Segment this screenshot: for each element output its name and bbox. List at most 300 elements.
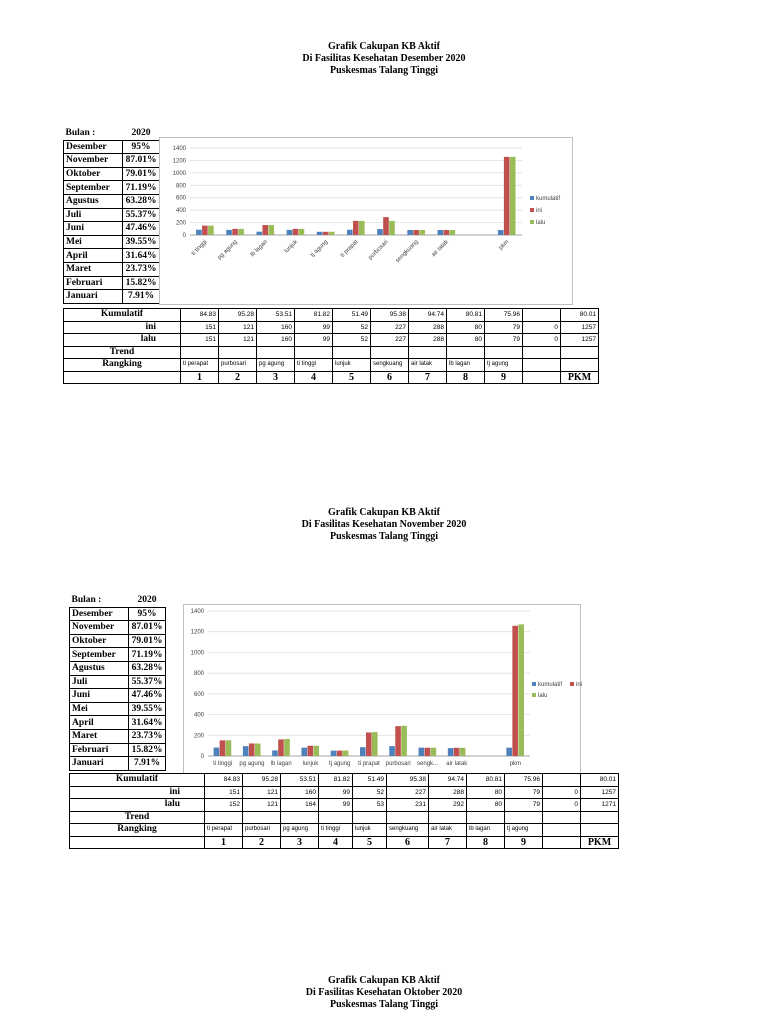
- legend-label: kumulatif: [538, 682, 563, 688]
- month-header-label: Bulan :: [65, 128, 96, 139]
- value-cell: 160: [257, 334, 295, 347]
- month-row: [64, 181, 160, 195]
- legend-swatch: [532, 682, 536, 686]
- place-cell: ti tinggi: [319, 824, 353, 837]
- value-cell: 80: [447, 321, 485, 334]
- bar-lalu: [389, 221, 395, 235]
- legend-swatch: [530, 220, 534, 224]
- bar-kumulatif: [331, 751, 337, 756]
- value-cell: 75.96: [485, 309, 523, 322]
- row-label: [64, 371, 181, 384]
- data-table: [69, 773, 619, 849]
- rank-cell: [523, 371, 561, 384]
- bar-lalu: [510, 157, 516, 235]
- value-cell: [205, 811, 243, 824]
- section-3-title: [0, 975, 768, 1011]
- month-row: [64, 154, 160, 168]
- section-1-title: [0, 41, 768, 77]
- month-name: Mei: [64, 235, 123, 249]
- bar-lalu: [343, 751, 349, 756]
- month-name: Juni: [64, 222, 123, 236]
- value-cell: 151: [205, 786, 243, 799]
- value-cell: [281, 811, 319, 824]
- bar-lalu: [238, 229, 244, 235]
- bar-lalu: [268, 225, 274, 235]
- month-row: [70, 757, 166, 771]
- legend-label: ini: [576, 682, 583, 688]
- place-cell: lunjuk: [353, 824, 387, 837]
- value-cell: 52: [333, 334, 371, 347]
- month-value: 63.28%: [123, 194, 160, 208]
- value-cell: [243, 811, 281, 824]
- y-tick-label: 1000: [172, 170, 186, 177]
- y-tick-label: 200: [193, 733, 204, 740]
- chart-svg: [160, 138, 572, 304]
- bar-lalu: [450, 230, 456, 235]
- bar-ini: [512, 626, 518, 756]
- row-label: ini: [70, 786, 205, 799]
- month-value: 55.37%: [129, 675, 166, 689]
- month-name: Februari: [64, 276, 123, 290]
- bar-kumulatif: [301, 748, 307, 756]
- value-cell: [485, 346, 523, 359]
- x-tick-label: tj agung: [309, 239, 330, 259]
- rank-cell: PKM: [581, 836, 619, 849]
- bar-ini: [353, 221, 359, 235]
- place-cell: lunjuk: [333, 359, 371, 372]
- value-cell: [409, 346, 447, 359]
- month-name: November: [70, 621, 129, 635]
- place-cell: tj agung: [505, 824, 543, 837]
- month-value: 71.19%: [123, 181, 160, 195]
- rank-cell: 8: [447, 371, 485, 384]
- month-header-year: 2020: [137, 595, 157, 606]
- rank-cell: 1: [181, 371, 219, 384]
- legend-label: kumulatif: [536, 196, 561, 202]
- month-name: April: [70, 716, 129, 730]
- month-row: [70, 621, 166, 635]
- place-cell: sengkuang: [387, 824, 429, 837]
- value-cell: 95.28: [219, 309, 257, 322]
- bar-lalu: [208, 226, 214, 235]
- month-row: [64, 235, 160, 249]
- place-cell: ti perapat: [181, 359, 219, 372]
- bar-kumulatif: [377, 229, 383, 235]
- month-row: [70, 689, 166, 703]
- month-name: Maret: [70, 729, 129, 743]
- month-name: Mei: [70, 702, 129, 716]
- month-value: 7.91%: [123, 290, 160, 304]
- legend-label: lalu: [538, 693, 548, 699]
- legend-swatch: [532, 693, 536, 697]
- title-line-1: Grafik Cakupan KB Aktif: [328, 507, 440, 518]
- x-tick-label: lb lagan: [249, 239, 269, 259]
- x-tick-label: purbosari: [367, 239, 390, 262]
- legend-swatch: [530, 196, 534, 200]
- value-cell: 80: [467, 799, 505, 812]
- x-tick-label: purbosari: [385, 761, 411, 767]
- month-name: Juli: [70, 675, 129, 689]
- value-cell: 164: [281, 799, 319, 812]
- month-name: Maret: [64, 262, 123, 276]
- month-header-year: 2020: [131, 128, 151, 139]
- month-name: September: [64, 181, 123, 195]
- x-tick-label: air latak: [430, 239, 450, 259]
- month-row: [70, 743, 166, 757]
- bar-kumulatif: [196, 230, 202, 235]
- value-cell: 1257: [561, 334, 599, 347]
- value-cell: [543, 774, 581, 787]
- y-tick-label: 1400: [172, 146, 186, 152]
- month-value: 7.91%: [129, 757, 166, 771]
- x-tick-label: lunjuk: [283, 239, 300, 255]
- bar-kumulatif: [506, 748, 512, 756]
- month-name: Januari: [70, 757, 129, 771]
- value-cell: 80.81: [467, 774, 505, 787]
- bar-ini: [249, 743, 255, 756]
- value-cell: 79: [505, 786, 543, 799]
- x-tick-label: sengk...: [417, 761, 439, 767]
- rank-cell: 4: [319, 836, 353, 849]
- bar-kumulatif: [360, 747, 366, 756]
- legend-label: ini: [536, 208, 543, 214]
- value-cell: 75.96: [505, 774, 543, 787]
- rank-cell: 6: [387, 836, 429, 849]
- month-value: 15.82%: [129, 743, 166, 757]
- value-cell: 1271: [581, 799, 619, 812]
- bar-lalu: [226, 740, 232, 756]
- x-tick-label: ti tinggi: [190, 239, 209, 257]
- rank-cell: 7: [429, 836, 467, 849]
- value-cell: 288: [409, 321, 447, 334]
- bar-ini: [323, 232, 329, 235]
- value-cell: 53.51: [257, 309, 295, 322]
- bar-kumulatif: [438, 230, 444, 235]
- value-cell: [295, 346, 333, 359]
- data-row-places: [70, 824, 619, 837]
- place-cell: air latak: [429, 824, 467, 837]
- value-cell: 79: [505, 799, 543, 812]
- value-cell: 121: [243, 786, 281, 799]
- value-cell: 51.49: [333, 309, 371, 322]
- place-cell: lb lagan: [447, 359, 485, 372]
- month-value: 87.01%: [123, 154, 160, 168]
- y-tick-label: 1200: [190, 629, 204, 636]
- bar-ini: [425, 748, 431, 756]
- x-tick-label: ti tinggi: [213, 761, 233, 767]
- value-cell: 79: [485, 334, 523, 347]
- bar-kumulatif: [407, 230, 413, 235]
- place-cell: tj agung: [485, 359, 523, 372]
- month-name: Desember: [70, 607, 129, 621]
- value-cell: 52: [353, 786, 387, 799]
- value-cell: 152: [205, 799, 243, 812]
- rank-cell: 9: [485, 371, 523, 384]
- month-value: 23.73%: [129, 729, 166, 743]
- row-label: Kumulatif: [70, 774, 205, 787]
- bar-kumulatif: [272, 750, 278, 756]
- y-tick-label: 600: [193, 691, 204, 698]
- bar-ini: [366, 732, 372, 756]
- bar-ini: [383, 217, 389, 235]
- value-cell: 79: [485, 321, 523, 334]
- x-tick-label: pkm: [498, 239, 511, 252]
- place-cell: purbosari: [243, 824, 281, 837]
- value-cell: 80: [447, 334, 485, 347]
- month-name: September: [70, 648, 129, 662]
- rank-cell: 1: [205, 836, 243, 849]
- rank-cell: 5: [353, 836, 387, 849]
- title-line-1: Grafik Cakupan KB Aktif: [328, 975, 440, 986]
- row-label: ini: [64, 321, 181, 334]
- month-row: [64, 222, 160, 236]
- row-label: [70, 836, 205, 849]
- title-line-3: Puskesmas Talang Tinggi: [329, 531, 438, 542]
- value-cell: [543, 811, 581, 824]
- value-cell: [561, 346, 599, 359]
- month-value: 79.01%: [123, 167, 160, 181]
- bar-ini: [262, 225, 268, 235]
- value-cell: 160: [257, 321, 295, 334]
- data-row-ranks: [64, 371, 599, 384]
- value-cell: 80.01: [561, 309, 599, 322]
- month-value: 55.37%: [123, 208, 160, 222]
- title-line-3: Puskesmas Talang Tinggi: [329, 999, 438, 1010]
- month-value: 39.55%: [129, 702, 166, 716]
- value-cell: 231: [387, 799, 429, 812]
- value-cell: 121: [243, 799, 281, 812]
- value-cell: 121: [219, 321, 257, 334]
- value-cell: [467, 811, 505, 824]
- bar-kumulatif: [214, 748, 220, 756]
- value-cell: [219, 346, 257, 359]
- bar-ini: [232, 229, 238, 235]
- y-tick-label: 600: [175, 195, 186, 202]
- month-name: Juli: [64, 208, 123, 222]
- month-row: [64, 276, 160, 290]
- row-label: Trend: [70, 811, 205, 824]
- value-cell: [387, 811, 429, 824]
- value-cell: [353, 811, 387, 824]
- value-cell: 1257: [581, 786, 619, 799]
- rank-cell: 8: [467, 836, 505, 849]
- value-cell: 95.38: [371, 309, 409, 322]
- value-cell: 53.51: [281, 774, 319, 787]
- value-cell: 0: [523, 334, 561, 347]
- data-row-kumulatif: [64, 309, 599, 322]
- title-line-1: Grafik Cakupan KB Aktif: [328, 41, 440, 52]
- bar-lalu: [518, 624, 524, 756]
- bar-lalu: [419, 230, 425, 235]
- value-cell: [371, 346, 409, 359]
- value-cell: [447, 346, 485, 359]
- x-tick-label: lb lagan: [270, 761, 292, 767]
- month-value: 39.55%: [123, 235, 160, 249]
- bar-lalu: [359, 221, 365, 235]
- month-name: Juni: [70, 689, 129, 703]
- y-tick-label: 0: [182, 233, 186, 239]
- value-cell: 99: [295, 321, 333, 334]
- bar-ini: [504, 157, 510, 235]
- legend-swatch: [530, 208, 534, 212]
- data-row-lalu: [70, 799, 619, 812]
- y-tick-label: 1200: [172, 158, 186, 165]
- value-cell: [257, 346, 295, 359]
- rank-cell: PKM: [561, 371, 599, 384]
- month-row: [64, 290, 160, 304]
- month-name: Januari: [64, 290, 123, 304]
- rank-cell: 7: [409, 371, 447, 384]
- value-cell: [523, 309, 561, 322]
- bar-kumulatif: [243, 746, 249, 756]
- place-cell: [543, 824, 581, 837]
- month-row: [70, 634, 166, 648]
- rank-cell: 2: [243, 836, 281, 849]
- y-tick-label: 800: [193, 671, 204, 678]
- y-tick-label: 1400: [190, 609, 204, 615]
- value-cell: 160: [281, 786, 319, 799]
- section-2-title: [0, 507, 768, 543]
- value-cell: [319, 811, 353, 824]
- bar-kumulatif: [419, 748, 425, 756]
- month-name: Agustus: [64, 194, 123, 208]
- value-cell: 292: [429, 799, 467, 812]
- data-row-trend: [70, 811, 619, 824]
- bar-ini: [413, 230, 419, 235]
- value-cell: 99: [319, 786, 353, 799]
- x-tick-label: pg agung: [239, 761, 265, 767]
- value-cell: 84.83: [205, 774, 243, 787]
- x-tick-label: pg agung: [216, 239, 239, 262]
- title-line-2: Di Fasilitas Kesehatan Desember 2020: [302, 53, 466, 64]
- value-cell: 227: [371, 321, 409, 334]
- value-cell: 288: [409, 334, 447, 347]
- bar-ini: [395, 726, 401, 756]
- value-cell: 51.49: [353, 774, 387, 787]
- rank-cell: 2: [219, 371, 257, 384]
- bar-ini: [444, 230, 450, 235]
- bar-lalu: [313, 746, 319, 756]
- bar-ini: [278, 739, 284, 756]
- x-tick-label: tj agung: [329, 761, 351, 767]
- value-cell: 227: [387, 786, 429, 799]
- bar-lalu: [431, 748, 437, 756]
- bar-kumulatif: [389, 746, 395, 756]
- month-name: Agustus: [70, 661, 129, 675]
- place-cell: pg agung: [257, 359, 295, 372]
- x-tick-label: pkm: [509, 761, 522, 767]
- month-row: [70, 607, 166, 621]
- y-tick-label: 400: [193, 712, 204, 719]
- rank-cell: 5: [333, 371, 371, 384]
- bar-ini: [202, 226, 208, 235]
- y-tick-label: 400: [175, 208, 186, 215]
- month-name: Oktober: [64, 167, 123, 181]
- place-cell: [581, 824, 619, 837]
- month-value: 95%: [129, 607, 166, 621]
- month-value: 31.64%: [129, 716, 166, 730]
- place-cell: ti tinggi: [295, 359, 333, 372]
- rank-cell: 9: [505, 836, 543, 849]
- value-cell: 0: [543, 799, 581, 812]
- month-value: 23.73%: [123, 262, 160, 276]
- bar-lalu: [460, 748, 466, 756]
- row-label: lalu: [70, 799, 205, 812]
- place-cell: air latak: [409, 359, 447, 372]
- place-cell: lb lagan: [467, 824, 505, 837]
- month-row: [64, 167, 160, 181]
- value-cell: 99: [295, 334, 333, 347]
- month-value: 63.28%: [129, 661, 166, 675]
- rank-cell: 3: [257, 371, 295, 384]
- place-cell: [523, 359, 561, 372]
- data-table: [63, 308, 599, 384]
- data-row-places: [64, 359, 599, 372]
- value-cell: 94.74: [409, 309, 447, 322]
- month-name: Oktober: [70, 634, 129, 648]
- month-row: [70, 675, 166, 689]
- bar-kumulatif: [317, 232, 323, 235]
- legend-swatch: [570, 682, 574, 686]
- bar-chart: [183, 604, 581, 774]
- month-row: [64, 140, 160, 154]
- data-row-trend: [64, 346, 599, 359]
- month-row: [70, 661, 166, 675]
- month-name: Desember: [64, 140, 123, 154]
- place-cell: ti perapat: [205, 824, 243, 837]
- place-cell: purbosari: [219, 359, 257, 372]
- value-cell: 0: [543, 786, 581, 799]
- row-label: Kumulatif: [64, 309, 181, 322]
- y-tick-label: 1000: [190, 650, 204, 657]
- rank-cell: [543, 836, 581, 849]
- x-tick-label: sengkuang: [394, 239, 420, 265]
- value-cell: 81.82: [319, 774, 353, 787]
- month-row: [70, 648, 166, 662]
- x-tick-label: ti prapat: [339, 239, 360, 259]
- bar-kumulatif: [448, 748, 454, 756]
- value-cell: 80: [467, 786, 505, 799]
- value-cell: [181, 346, 219, 359]
- month-value: 31.64%: [123, 249, 160, 263]
- place-cell: pg agung: [281, 824, 319, 837]
- value-cell: 151: [181, 321, 219, 334]
- bar-ini: [293, 229, 299, 235]
- row-label: Trend: [64, 346, 181, 359]
- value-cell: [429, 811, 467, 824]
- data-row-lalu: [64, 334, 599, 347]
- month-value: 71.19%: [129, 648, 166, 662]
- chart-svg: [184, 605, 583, 773]
- month-row: [64, 194, 160, 208]
- rank-cell: 4: [295, 371, 333, 384]
- value-cell: 95.28: [243, 774, 281, 787]
- value-cell: 227: [371, 334, 409, 347]
- bar-ini: [454, 748, 460, 756]
- bar-chart: [159, 137, 573, 305]
- bar-kumulatif: [498, 230, 504, 235]
- bar-lalu: [255, 743, 261, 756]
- month-row: [70, 702, 166, 716]
- title-line-2: Di Fasilitas Kesehatan Oktober 2020: [305, 987, 463, 998]
- row-label: lalu: [64, 334, 181, 347]
- value-cell: 81.82: [295, 309, 333, 322]
- bar-ini: [220, 740, 226, 756]
- place-cell: [561, 359, 599, 372]
- month-row: [64, 249, 160, 263]
- rank-cell: 3: [281, 836, 319, 849]
- data-row-ranks: [70, 836, 619, 849]
